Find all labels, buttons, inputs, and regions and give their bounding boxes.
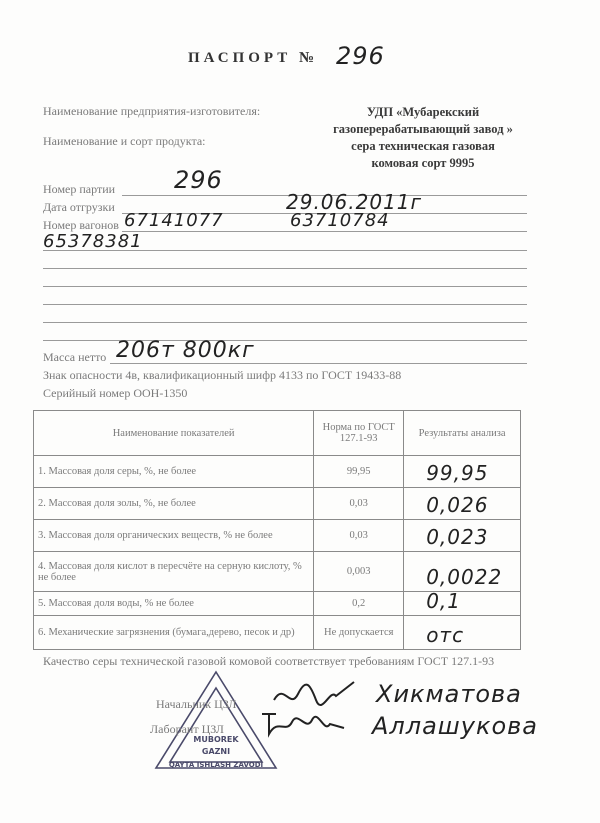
passport-title: ПАСПОРТ № xyxy=(188,50,319,66)
head-label: Начальник ЦЗЛ xyxy=(156,697,237,711)
result-cell xyxy=(404,552,521,592)
indicator-name: 6. Механические загрязнения (бумага,дерево, песок и др) xyxy=(34,616,314,650)
norm-value: 0,03 xyxy=(314,488,404,520)
column-header: Наименование показателей xyxy=(34,411,314,456)
wagon-number-2: 63710784 xyxy=(290,210,390,231)
norm-value: 0,003 xyxy=(314,552,404,592)
result-value: 0,026 xyxy=(426,493,489,517)
column-header: Результаты анализа xyxy=(404,411,521,456)
wagon-number-1: 67141077 xyxy=(124,210,224,231)
result-value: 0,0022 xyxy=(426,565,503,589)
manufacturer-line-2: газоперерабатывающий завод » xyxy=(333,122,513,136)
mass-value: 206т 800кг xyxy=(116,338,255,363)
wagon-number-3: 65378381 xyxy=(43,231,143,252)
mass-label: Масса нетто xyxy=(43,350,107,364)
result-value: отс xyxy=(426,623,465,647)
manufacturer-line-1: УДП «Мубарекский xyxy=(366,105,480,119)
indicator-name: 4. Массовая доля кислот в пересчёте на серную кислоту, % не более xyxy=(34,552,314,592)
serial-text: Серийный номер ООН-1350 xyxy=(43,386,188,400)
passport-number: 296 xyxy=(336,42,385,70)
indicators-table xyxy=(33,410,521,650)
table-row xyxy=(34,520,521,552)
result-value: 0,1 xyxy=(426,589,461,613)
head-name: Хикматова xyxy=(376,680,522,708)
table-row xyxy=(34,456,521,488)
result-cell xyxy=(404,456,521,488)
wagons-label: Номер вагонов xyxy=(43,218,119,232)
indicator-name: 5. Массовая доля воды, % не более xyxy=(34,592,314,616)
batch-label: Номер партии xyxy=(43,182,116,196)
ruled-line xyxy=(43,250,527,251)
svg-text:GAZNI: GAZNI xyxy=(201,747,231,756)
hazard-text: Знак опасности 4в, квалификационный шифр 4133 по ГОСТ 19433-88 xyxy=(43,368,402,382)
result-cell xyxy=(404,488,521,520)
product-label: Наименование и сорт продукта: xyxy=(43,134,206,148)
ship-date-label: Дата отгрузки xyxy=(43,200,115,214)
conclusion-text: Качество серы технической газовой комовой соответствует требованиям ГОСТ 127.1-93 xyxy=(43,654,495,668)
indicator-name: 1. Массовая доля серы, %, не более xyxy=(34,456,314,488)
indicator-name: 2. Массовая доля золы, %, не более xyxy=(34,488,314,520)
table-row xyxy=(34,552,521,592)
table-row xyxy=(34,616,521,650)
result-value: 99,95 xyxy=(426,461,489,485)
product-line-2: комовая сорт 9995 xyxy=(371,156,475,170)
product-line-1: сера техническая газовая xyxy=(351,139,495,153)
svg-text:QAYTA ISHLASH ZAVODI: QAYTA ISHLASH ZAVODI xyxy=(168,761,264,769)
ruled-line xyxy=(43,322,527,323)
result-cell xyxy=(404,616,521,650)
result-cell xyxy=(404,589,521,616)
lab-label: Лаборант ЦЗЛ xyxy=(150,722,224,736)
table-header-row xyxy=(34,411,521,456)
mass-line xyxy=(110,363,527,364)
table-row xyxy=(34,488,521,520)
indicator-name: 3. Массовая доля органических веществ, % не более xyxy=(34,520,314,552)
lab-name: Аллашукова xyxy=(372,712,538,740)
svg-text:MUBOREK: MUBOREK xyxy=(193,735,239,744)
manufacturer-label: Наименование предприятия-изготовителя: xyxy=(43,104,261,118)
signature-scribble xyxy=(258,704,348,740)
ruled-line xyxy=(43,304,527,305)
ruled-line xyxy=(43,286,527,287)
result-value: 0,023 xyxy=(426,525,489,549)
table-row xyxy=(34,592,521,616)
batch-number: 296 xyxy=(174,166,223,194)
norm-value: Не допускается xyxy=(314,616,404,650)
norm-value: 0,03 xyxy=(314,520,404,552)
wagons-line xyxy=(122,231,527,232)
column-header: Норма по ГОСТ 127.1-93 xyxy=(314,411,404,456)
result-cell xyxy=(404,520,521,552)
norm-value: 99,95 xyxy=(314,456,404,488)
ruled-line xyxy=(43,268,527,269)
ship-date: 29.06.2011г xyxy=(286,190,423,214)
norm-value: 0,2 xyxy=(314,592,404,616)
